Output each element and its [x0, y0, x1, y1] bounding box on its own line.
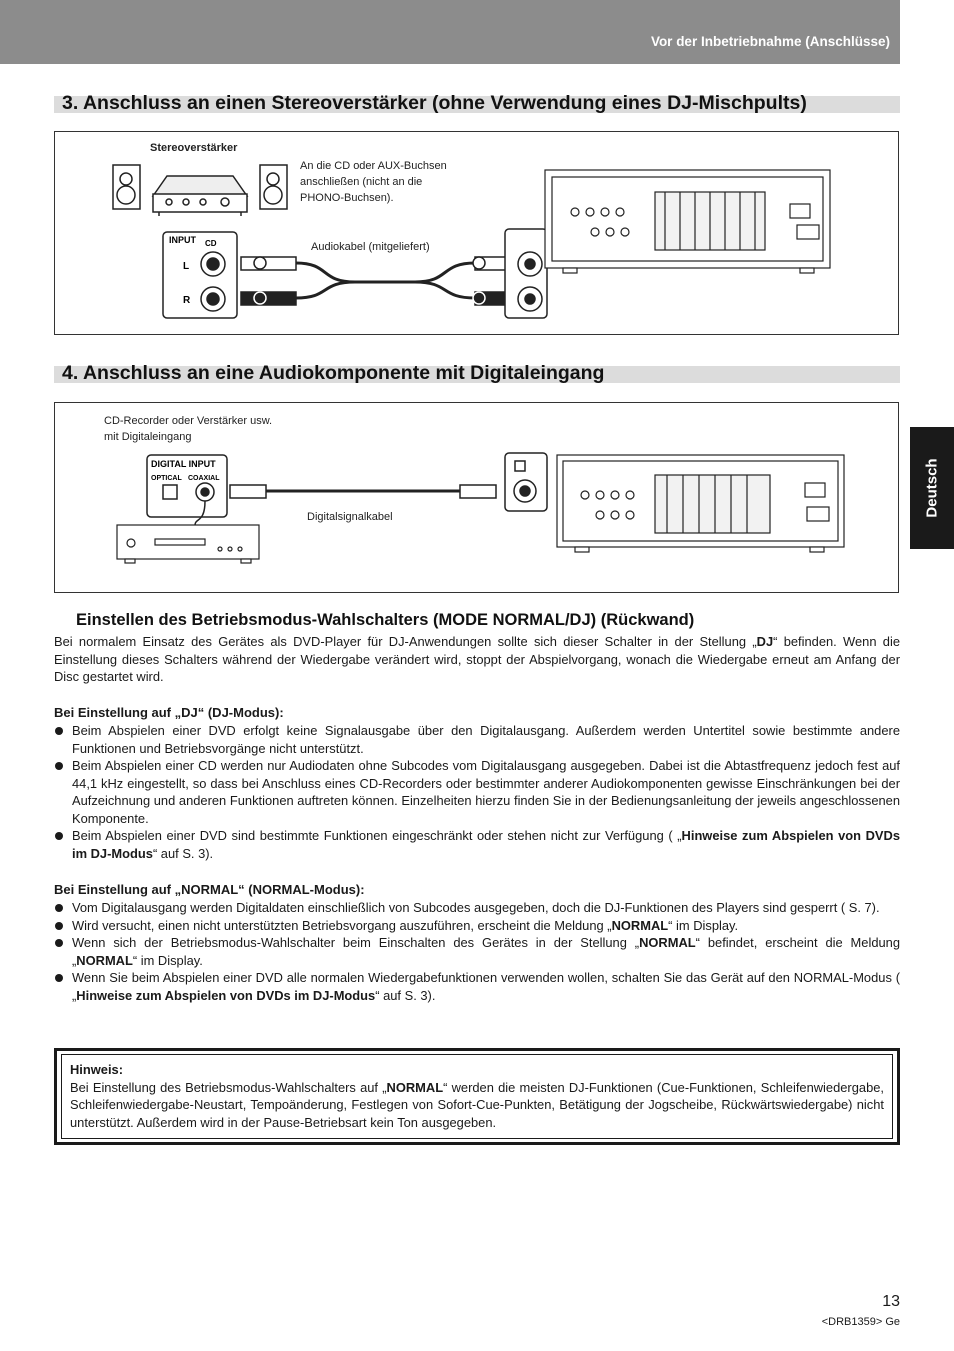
connect-note-line2: anschließen (nicht an die	[300, 176, 423, 188]
n-b4-bold: Hinweise zum Abspielen von DVDs im DJ-Modus	[76, 987, 376, 1003]
list-item: Beim Abspielen einer CD werden nur Audiodaten ohne Subcodes vom Digitalausgang ausgegeben. Dabei ist die Abtastfrequenz jedoch fest auf 44,1 kHz eingestellt, so dass bei Anschluss eines CD-Recorders oder bestimmter anderer Audiokomponenten gewisse Einschränkungen bei der Aufzeichnung und anderen Funktionen auftreten können. Einzelheiten hierzu finden Sie in der Bedienungsanleitung der jeweils angeschlossenen Komponente.	[54, 757, 900, 827]
input-label: INPUT	[169, 235, 196, 245]
section4-illustration	[55, 403, 900, 594]
n-b3-bold2: NORMAL	[76, 952, 133, 968]
coaxial-output-icon	[505, 453, 547, 511]
breadcrumb: Vor der Inbetriebnahme (Anschlüsse)	[650, 34, 890, 49]
dj-list	[54, 722, 900, 862]
dvd-player-rear-icon-2	[557, 455, 844, 552]
n-b2-a: Wird versucht, einen nicht unterstützten Betriebsvorgang auszuführen, erscheint die Meldung „	[72, 917, 612, 933]
note-text-b: “ werden die meisten DJ-Funktionen (Cue-Funktionen, Schleifenwiedergabe, Schleifenwiedergabe-Neustart, Tempoänderung, Festlegen von Sofort-Cue-Punkten, Betätigung der Jogscheibe, Rückwärtswiedergabe) nicht unterstützt. Außerdem wird in der Pause-Betriebsart kein Ton ausgegeben.	[70, 1079, 884, 1130]
note-text-a: Bei Einstellung des Betriebsmodus-Wahlschalters auf „	[70, 1079, 387, 1095]
device-note-line2: mit Digitaleingang	[104, 431, 192, 443]
mode-intro-b: “ befinden. Wenn die Einstellung dieses Schalters während der Wiedergabe verändert wird, stoppt der Abspielvorgang, wonach die Wiedergabe erneut am Anfang der Disc gestartet wird.	[54, 634, 900, 684]
header-band	[0, 0, 900, 64]
output-jacks-icon	[505, 229, 547, 318]
n-b3-a: Wenn sich der Betriebsmodus-Wahlschalter beim Einschalten des Gerätes in der Stellung „	[72, 935, 640, 950]
optical-label: OPTICAL	[151, 475, 182, 482]
note-box	[54, 1048, 900, 1145]
dj-b3-bold: Hinweise zum Abspielen von DVDs im DJ-Modus	[72, 828, 900, 861]
list-item	[54, 934, 900, 969]
section3-diagram	[54, 131, 899, 335]
mode-intro	[54, 633, 900, 686]
digital-cable-label: Digitalsignalkabel	[307, 511, 393, 523]
dj-b3-b: “ auf S. 3).	[152, 845, 214, 861]
doc-code: <DRB1359> Ge	[821, 1316, 900, 1328]
audio-cable-label: Audiokabel (mitgeliefert)	[311, 241, 430, 253]
dj-heading: Bei Einstellung auf „DJ“ (DJ-Modus):	[54, 705, 284, 720]
section4-title-band	[54, 362, 900, 384]
n-b3-bold1: NORMAL	[639, 935, 696, 950]
coaxial-label: COAXIAL	[188, 475, 220, 482]
page-number: 13	[882, 1293, 900, 1310]
r-label: R	[183, 295, 191, 306]
n-b2-b: “ im Display.	[668, 917, 739, 933]
section4-title: 4. Anschluss an eine Audiokomponente mit Digitaleingang	[62, 362, 605, 384]
n-b4-a: Wenn Sie beim Abspielen einer DVD alle normalen Wiedergabefunktionen verwenden wollen, schalten Sie das Gerät auf den NORMAL-Modus ( „	[72, 970, 900, 1003]
cd-label: CD	[205, 239, 217, 248]
section3-title: 3. Anschluss an einen Stereoverstärker (ohne Verwendung eines DJ-Mischpults)	[62, 92, 807, 114]
list-item	[54, 969, 900, 1004]
language-tab-label: Deutsch	[923, 458, 941, 518]
cd-recorder-icon	[117, 525, 259, 563]
stereo-amplifier-icon	[113, 165, 287, 216]
digital-input-label: DIGITAL INPUT	[151, 459, 216, 469]
connect-note-line3: PHONO-Buchsen).	[300, 192, 394, 204]
audio-cable-icon	[241, 257, 519, 305]
l-label: L	[183, 261, 190, 272]
digital-cable-icon	[195, 485, 496, 525]
section3-title-band	[54, 92, 900, 114]
normal-heading: Bei Einstellung auf „NORMAL“ (NORMAL-Modus):	[54, 882, 365, 897]
connect-note-line1: An die CD oder AUX-Buchsen	[300, 160, 447, 172]
mode-intro-bold: DJ	[756, 634, 774, 649]
mode-intro-a: Bei normalem Einsatz des Gerätes als DVD-Player für DJ-Anwendungen sollte sich dieser Schalter in der Stellung „	[54, 634, 757, 649]
list-item: Beim Abspielen einer DVD erfolgt keine Signalausgabe über den Digitalausgang. Außerdem werden Untertitel sowie bestimmte andere Funktionen und Betriebsvorgänge nicht unterstützt.	[54, 722, 900, 757]
dj-b3-a: Beim Abspielen einer DVD sind bestimmte Funktionen eingeschränkt oder stehen nicht zur Verfügung ( „	[72, 828, 682, 843]
n-b2-bold: NORMAL	[611, 917, 669, 933]
n-b4-b: “ auf S. 3).	[375, 987, 436, 1003]
note-text-bold: NORMAL	[386, 1079, 444, 1095]
language-tab	[910, 427, 954, 549]
note-title: Hinweis:	[70, 1062, 124, 1077]
note-text	[70, 1079, 884, 1132]
amp-label: Stereoverstärker	[150, 142, 238, 154]
list-item	[54, 917, 900, 935]
section3-illustration	[55, 132, 900, 336]
normal-list	[54, 899, 900, 1004]
list-item	[54, 827, 900, 862]
list-item: Vom Digitalausgang werden Digitaldaten einschließlich von Subcodes ausgegeben, doch die DJ-Funktionen des Players sind gesperrt ( S. 7).	[54, 899, 900, 917]
section4-diagram	[54, 402, 899, 593]
note-inner	[61, 1054, 893, 1139]
mode-heading: Einstellen des Betriebsmodus-Wahlschalters (MODE NORMAL/DJ) (Rückwand)	[76, 611, 695, 629]
n-b3-c: “ im Display.	[132, 952, 203, 968]
dvd-player-rear-icon	[545, 170, 830, 273]
n-b3-b: “ befindet, erscheint die Meldung „	[72, 935, 901, 968]
device-note-line1: CD-Recorder oder Verstärker usw.	[104, 415, 273, 427]
